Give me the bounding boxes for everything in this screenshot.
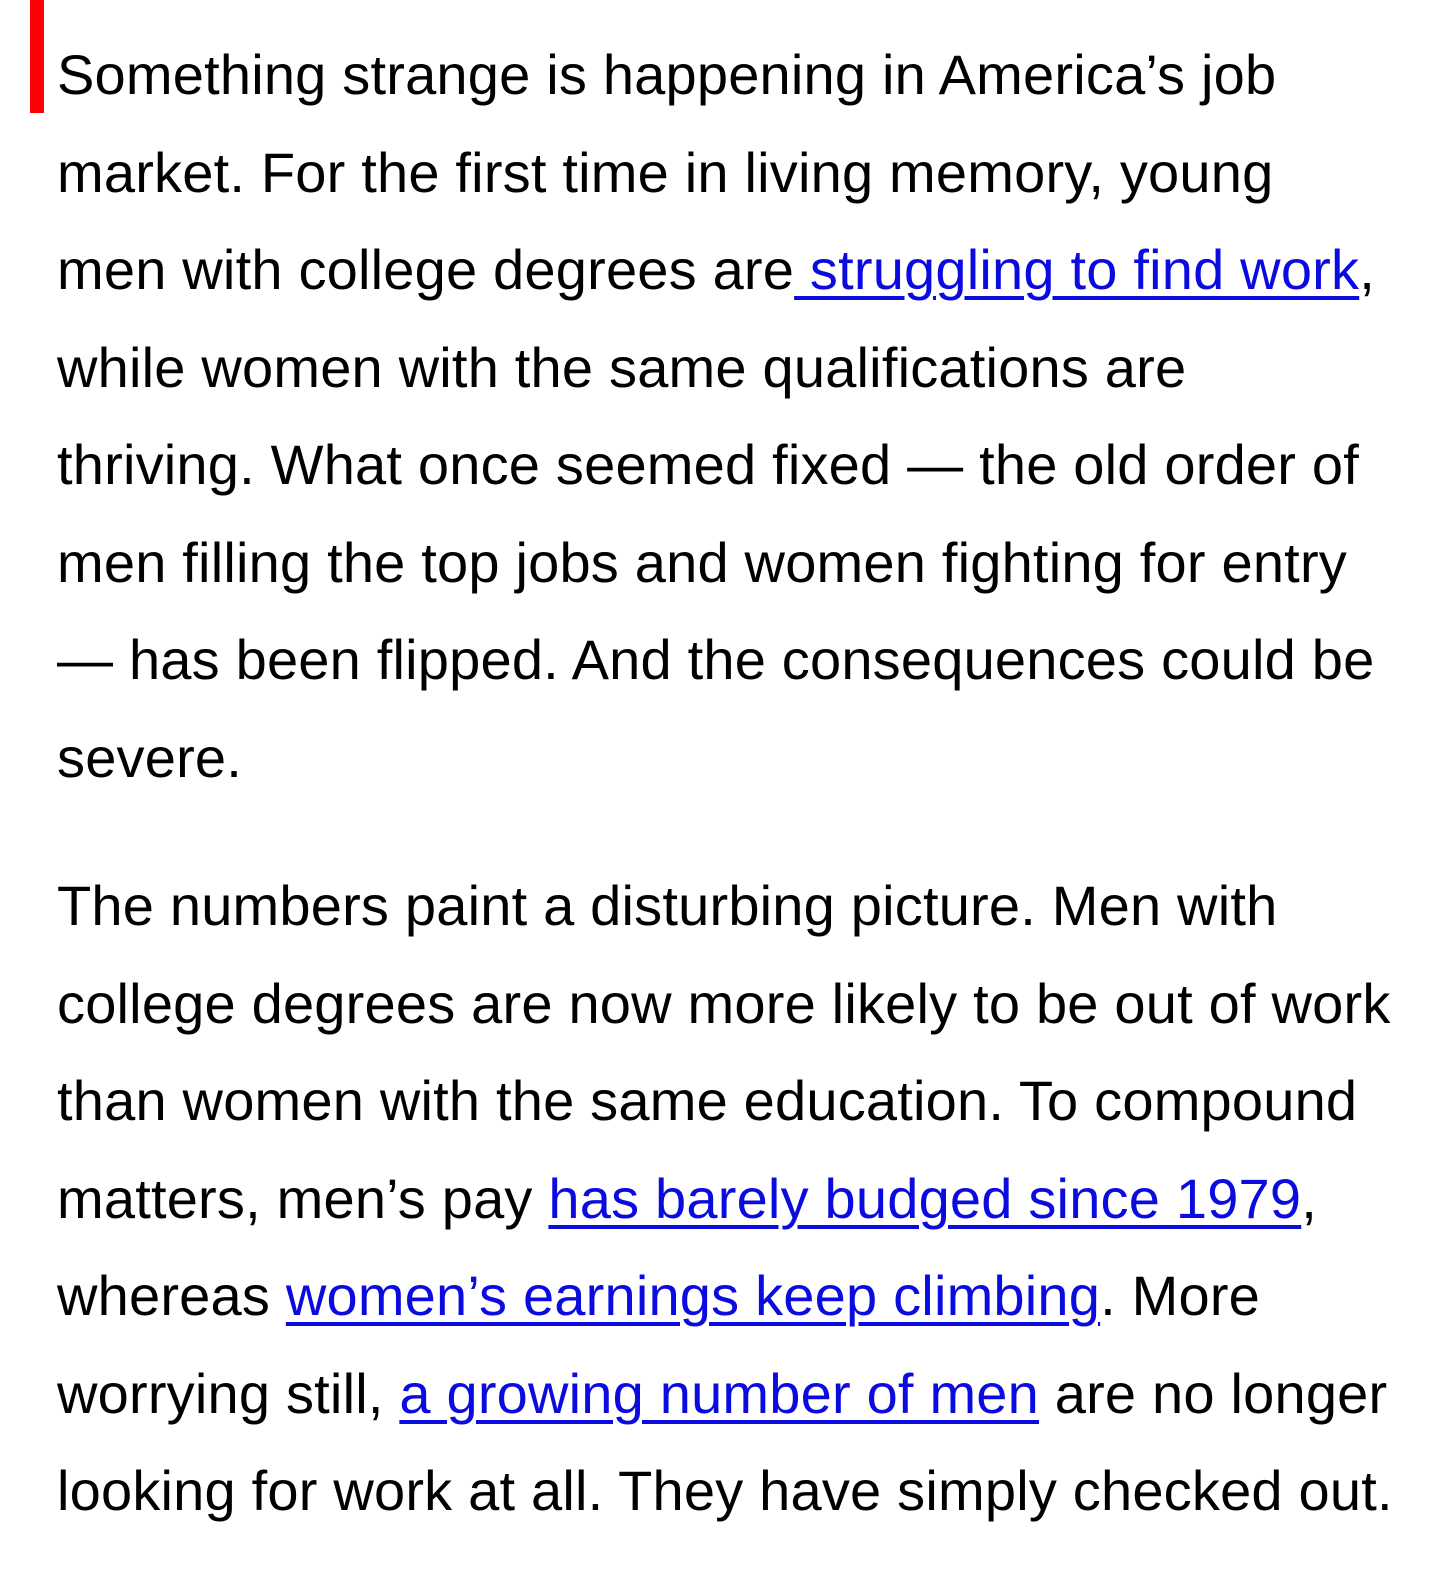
text-run: whereas [57, 1264, 286, 1327]
link-a-growing-number-of-men[interactable]: a growing number of men [399, 1361, 1039, 1425]
text-run: thriving. What once seemed fixed — the old order of [57, 433, 1359, 496]
text-run: while women with the same qualifications are [57, 335, 1187, 399]
text-run: looking for work at all. They have simply checked out. [57, 1459, 1393, 1522]
text-run: than women with the same education. To compound [57, 1069, 1358, 1132]
text-run: , [1359, 238, 1375, 301]
text-run: Something strange is happening in America’s job [57, 43, 1277, 106]
text-run: matters, men’s pay [57, 1166, 549, 1230]
link-womens-earnings-keep-climbing[interactable]: women’s earnings keep climbing [285, 1264, 1101, 1327]
link-has-barely-budged-since-1979[interactable]: has barely budged since 1979 [548, 1166, 1302, 1230]
text-run: men filling the top jobs and women fighting for entry [57, 530, 1347, 594]
text-run: market. For the first time in living memory, young [57, 140, 1274, 204]
paragraph-2 [57, 857, 1393, 1540]
text-run: severe. [57, 725, 243, 789]
text-run: men with college degrees are [57, 238, 795, 301]
text-run: , [1301, 1166, 1317, 1230]
text-run: — has been flipped. And the consequences could be [57, 628, 1375, 691]
link-struggling-to-find-work[interactable]: struggling to find work [794, 238, 1360, 301]
text-run: college degrees are now more likely to be out of work [57, 971, 1391, 1035]
text-run: worrying still, [57, 1361, 400, 1425]
text-run: are no longer [1038, 1361, 1388, 1425]
text-run: . More [1100, 1264, 1261, 1327]
text-run: The numbers paint a disturbing picture. Men with [57, 874, 1278, 937]
paragraph-1 [57, 26, 1382, 806]
